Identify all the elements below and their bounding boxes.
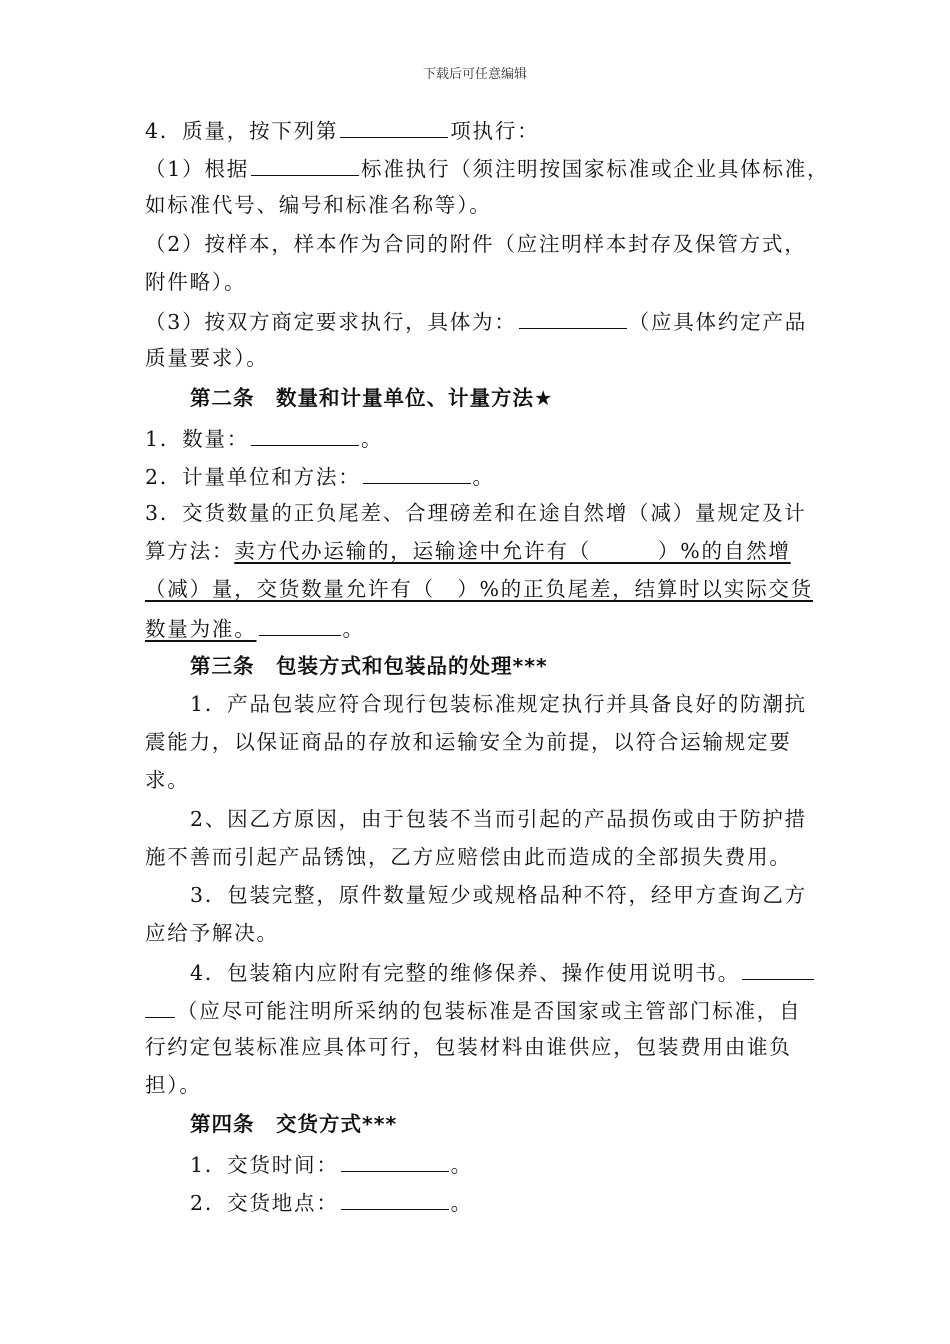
blank-field[interactable]: [341, 1149, 449, 1172]
quality-option-2-cont: 附件略）。: [145, 270, 247, 294]
packaging-para-4-cont3: 担）。: [145, 1073, 202, 1097]
quantity-item: 1．数量： 。: [145, 423, 383, 453]
packaging-para-2-cont: 施不善而引起产品锈蚀，乙方应赔偿由此而造成的全部损失费用。: [145, 845, 792, 869]
blank-field[interactable]: [251, 423, 359, 446]
packaging-para-4: 4．包装箱内应附有完整的维修保养、操作使用说明书。: [190, 957, 816, 987]
quality-option-3: （3）按双方商定要求执行，具体为： （应具体约定产品: [145, 306, 807, 336]
packaging-para-3: 3．包装完整，原件数量短少或规格品种不符，经甲方查询乙方: [190, 883, 807, 907]
blank-field[interactable]: [259, 613, 341, 636]
packaging-para-3-cont: 应给予解决。: [145, 921, 279, 945]
blank-field[interactable]: [341, 1187, 449, 1210]
packaging-para-4-cont2: 行约定包装标准应具体可行，包装材料由谁供应，包装费用由谁负: [145, 1035, 792, 1059]
page-header: 下载后可任意编辑: [422, 67, 527, 82]
star-icon: ★: [534, 386, 554, 410]
article-3-heading: 第三条 包装方式和包装品的处理***: [190, 654, 548, 678]
article-4-heading: 第四条 交货方式***: [190, 1112, 398, 1136]
quality-option-2: （2）按样本，样本作为合同的附件（应注明样本封存及保管方式，: [145, 232, 807, 256]
blank-field[interactable]: [519, 306, 627, 329]
blank-field[interactable]: [251, 153, 359, 176]
blank-field[interactable]: [363, 461, 471, 484]
article-2-heading: 第二条 数量和计量单位、计量方法★: [190, 386, 554, 410]
blank-field[interactable]: [145, 995, 175, 1018]
tolerance-item-cont: 算方法：卖方代办运输的，运输途中允许有（ ）%的自然增: [145, 539, 791, 563]
blank-field[interactable]: [742, 957, 814, 980]
packaging-para-1: 1．产品包装应符合现行包装标准规定执行并具备良好的防潮抗: [190, 692, 807, 716]
blank-field[interactable]: [340, 115, 448, 138]
packaging-para-2: 2、因乙方原因，由于包装不当而引起的产品损伤或由于防护措: [190, 807, 807, 831]
delivery-place-item: 2．交货地点： 。: [190, 1187, 473, 1217]
tolerance-item-cont3: 数量为准。 。: [145, 613, 365, 643]
quality-option-1: （1）根据 标准执行（须注明按国家标准或企业具体标准，: [145, 153, 829, 183]
quality-item-4: 4．质量，按下列第 项执行：: [145, 115, 539, 145]
quality-option-1-cont: 如标准代号、编号和标准名称等）。: [145, 193, 492, 217]
quality-option-3-cont: 质量要求）。: [145, 346, 269, 370]
tolerance-item: 3．交货数量的正负尾差、合理磅差和在途自然增（减）量规定及计: [145, 501, 807, 525]
packaging-para-4-cont: （应尽可能注明所采纳的包装标准是否国家或主管部门标准，自: [145, 995, 801, 1025]
tolerance-item-cont2: （减）量，交货数量允许有（ ）%的正负尾差，结算时以实际交货: [145, 577, 813, 601]
packaging-para-1-cont: 震能力，以保证商品的存放和运输安全为前提，以符合运输规定要: [145, 730, 792, 754]
packaging-para-1-cont2: 求。: [145, 768, 190, 792]
unit-method-item: 2．计量单位和方法： 。: [145, 461, 495, 491]
delivery-time-item: 1．交货时间： 。: [190, 1149, 473, 1179]
